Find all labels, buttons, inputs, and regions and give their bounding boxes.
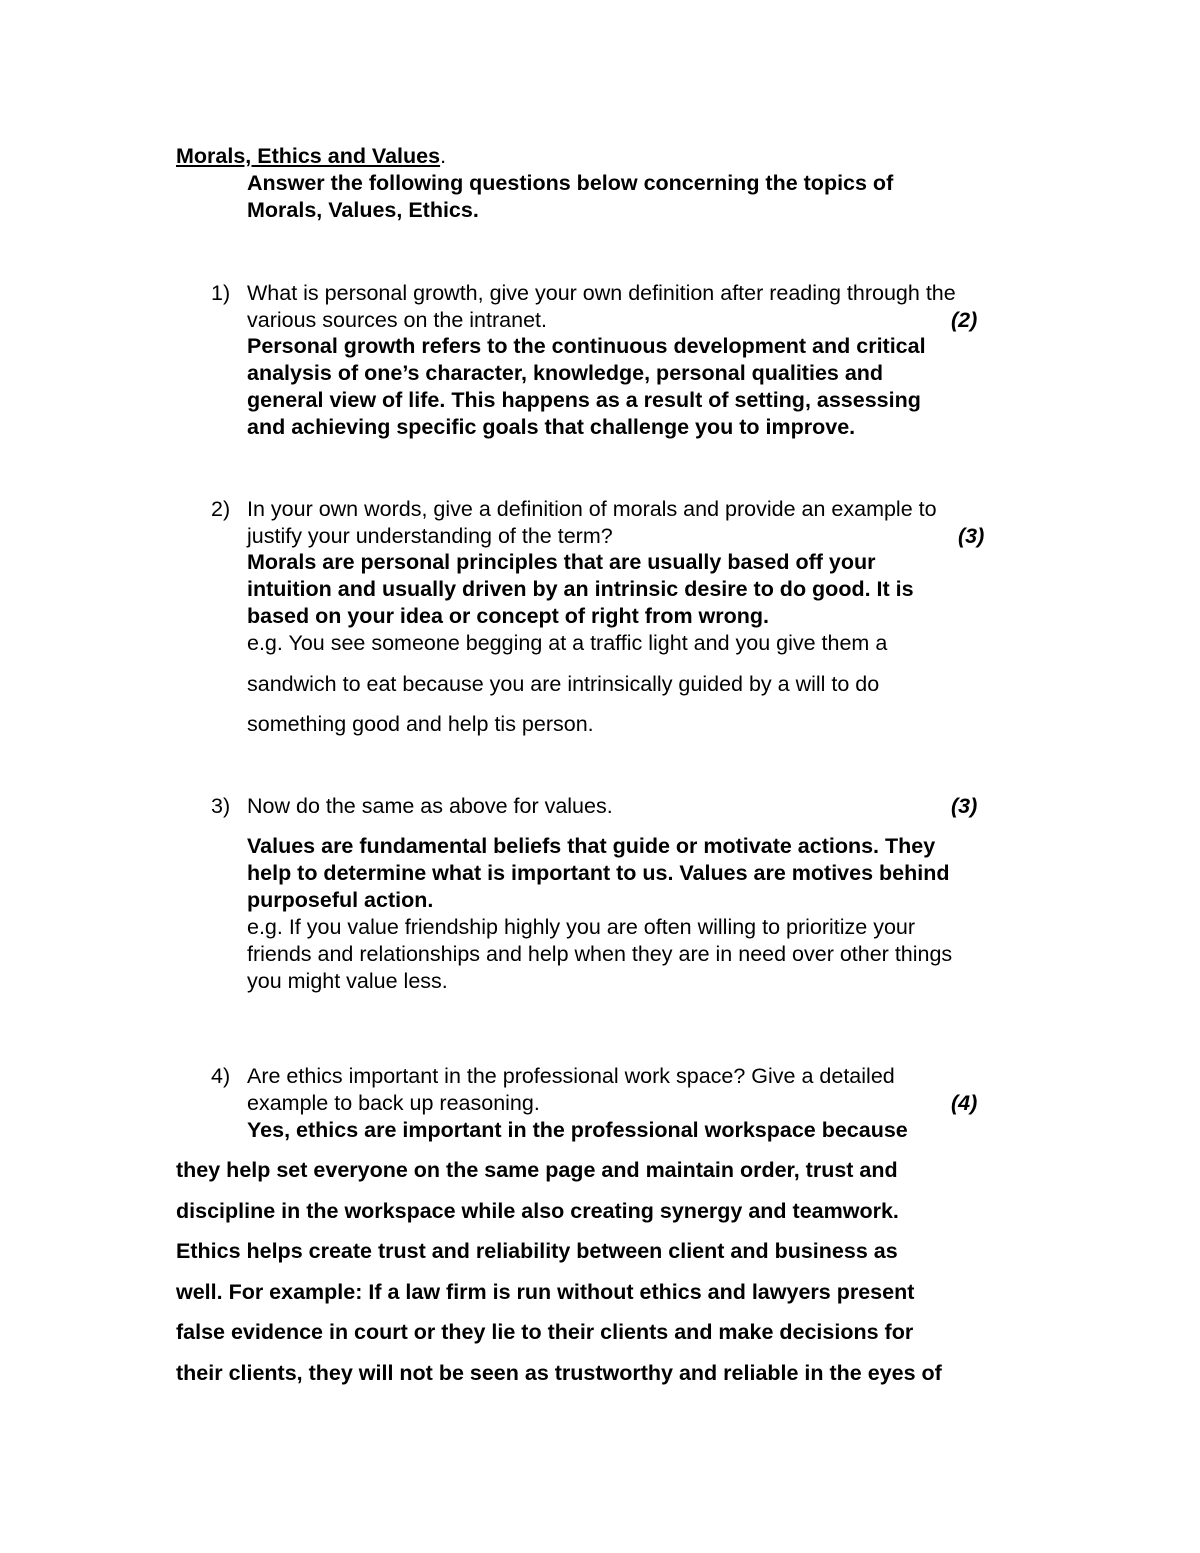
- answer-line: and achieving specific goals that challenge you to improve.: [247, 415, 856, 439]
- answer-line: Values are fundamental beliefs that guide or motivate actions. They: [247, 834, 936, 858]
- answer-line: Yes, ethics are important in the professional workspace because: [247, 1118, 908, 1142]
- example-line: sandwich to eat because you are intrinsically guided by a will to do: [247, 672, 880, 696]
- answer-line: their clients, they will not be seen as trustworthy and reliable in the eyes of: [176, 1361, 942, 1385]
- question-marks: (2): [951, 308, 978, 332]
- answer-line: purposeful action.: [247, 888, 434, 912]
- document-title: Morals, Ethics and Values: [176, 144, 441, 168]
- answer-line: based on your idea or concept of right from wrong.: [247, 604, 770, 628]
- question-number: 4): [211, 1064, 231, 1088]
- question-marks: (3): [951, 794, 978, 818]
- intro-line: Morals, Values, Ethics.: [247, 198, 479, 222]
- answer-line: general view of life. This happens as a result of setting, assessing: [247, 388, 921, 412]
- answer-line: intuition and usually driven by an intrinsic desire to do good. It is: [247, 577, 914, 601]
- question-marks: (3): [958, 524, 985, 548]
- answer-line: false evidence in court or they lie to their clients and make decisions for: [176, 1320, 914, 1344]
- question-prompt: Now do the same as above for values.: [247, 794, 613, 818]
- answer-line: analysis of one’s character, knowledge, personal qualities and: [247, 361, 884, 385]
- answer-line: Morals are personal principles that are usually based off your: [247, 550, 876, 574]
- question-prompt: In your own words, give a definition of morals and provide an example to: [247, 497, 937, 521]
- answer-line: discipline in the workspace while also creating synergy and teamwork.: [176, 1199, 899, 1223]
- example-line: friends and relationships and help when they are in need over other things: [247, 942, 953, 966]
- answer-line: they help set everyone on the same page and maintain order, trust and: [176, 1158, 898, 1182]
- example-line: e.g. If you value friendship highly you are often willing to prioritize your: [247, 915, 916, 939]
- question-prompt: What is personal growth, give your own definition after reading through the: [247, 281, 956, 305]
- question-prompt: Are ethics important in the professional work space? Give a detailed: [247, 1064, 895, 1088]
- document-title-line: [176, 146, 446, 168]
- question-number: 2): [211, 497, 231, 521]
- answer-line: Ethics helps create trust and reliability between client and business as: [176, 1239, 898, 1263]
- document-title-suffix: .: [440, 144, 447, 168]
- intro-line: Answer the following questions below concerning the topics of: [247, 171, 894, 195]
- answer-line: help to determine what is important to us. Values are motives behind: [247, 861, 950, 885]
- question-number: 3): [211, 794, 231, 818]
- question-marks: (4): [951, 1091, 978, 1115]
- question-number: 1): [211, 281, 231, 305]
- question-prompt: various sources on the intranet.: [247, 308, 547, 332]
- example-line: you might value less.: [247, 969, 448, 993]
- example-line: something good and help tis person.: [247, 712, 594, 736]
- question-prompt: justify your understanding of the term?: [247, 524, 613, 548]
- question-prompt: example to back up reasoning.: [247, 1091, 540, 1115]
- answer-line: well. For example: If a law firm is run without ethics and lawyers present: [176, 1280, 915, 1304]
- answer-line: Personal growth refers to the continuous development and critical: [247, 334, 926, 358]
- example-line: e.g. You see someone begging at a traffic light and you give them a: [247, 631, 888, 655]
